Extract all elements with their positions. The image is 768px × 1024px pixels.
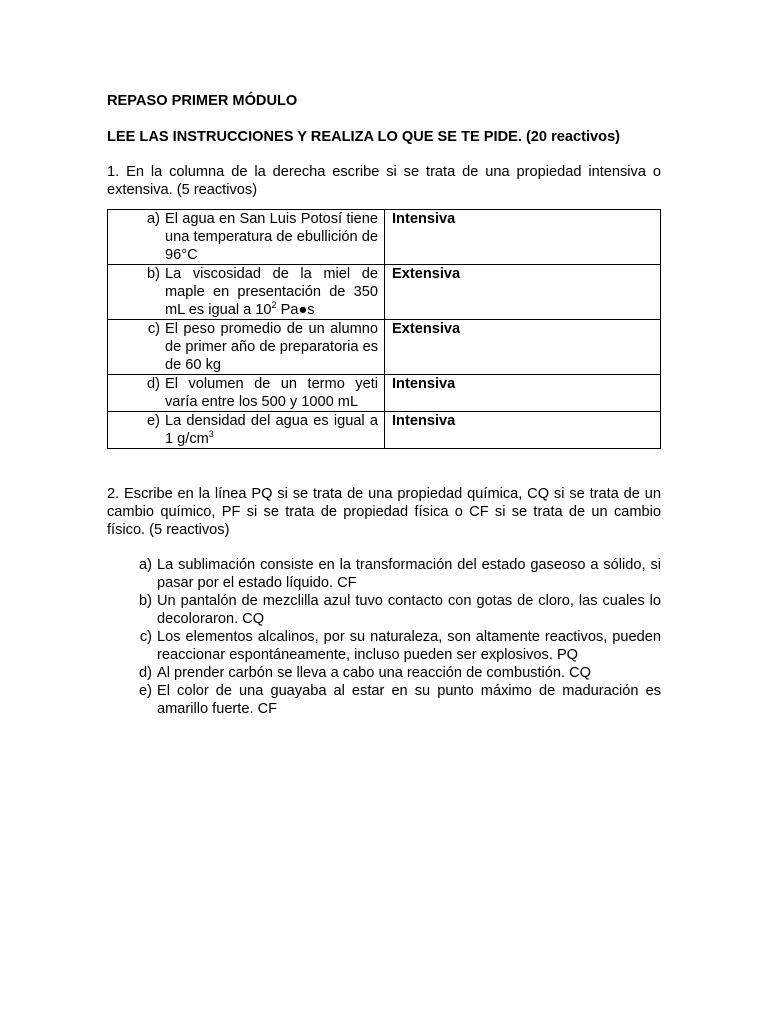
- table-item-cell: [108, 320, 385, 375]
- table-row: [108, 265, 661, 320]
- table-item-cell: [108, 412, 385, 449]
- item-text: [165, 265, 378, 319]
- list-item: [107, 628, 661, 664]
- table-row: [108, 375, 661, 412]
- table-row: [108, 210, 661, 265]
- table-row: [108, 320, 661, 375]
- superscript: 2: [271, 300, 277, 311]
- table-item-cell: [108, 375, 385, 412]
- answer-cell: Intensiva: [385, 412, 661, 449]
- item-text: [165, 412, 378, 448]
- item-text: El agua en San Luis Potosí tiene una temperatura de ebullición de 96°C: [165, 211, 378, 263]
- document-page: [107, 91, 661, 718]
- item-text-main: La densidad del agua es igual a 1 g/cm: [165, 413, 378, 447]
- list-item-letter: a): [139, 557, 152, 573]
- list-item-text: Un pantalón de mezclilla azul tuvo contacto con gotas de cloro, las cuales lo decoloraron. CQ: [157, 593, 661, 627]
- instructions-heading: LEE LAS INSTRUCCIONES Y REALIZA LO QUE SE TE PIDE. (20 reactivos): [107, 129, 621, 145]
- table-row: [108, 412, 661, 449]
- superscript: 3: [208, 429, 214, 440]
- item-letter: c): [147, 321, 160, 337]
- answer-cell: Extensiva: [385, 265, 661, 320]
- list-item-letter: e): [139, 683, 152, 699]
- list-item-text: El color de una guayaba al estar en su punto máximo de maduración es amarillo fuerte. CF: [157, 683, 661, 717]
- answer-cell: Extensiva: [385, 320, 661, 375]
- list-item: [107, 592, 661, 628]
- properties-table: [107, 209, 661, 449]
- list-item-letter: d): [139, 665, 152, 681]
- list-item: [107, 682, 661, 718]
- document-title: REPASO PRIMER MÓDULO: [107, 93, 298, 109]
- question-2-list: [107, 556, 661, 718]
- question-1-text: 1. En la columna de la derecha escribe si se trata de una propiedad intensiva o extensiva. (5 reactivos): [107, 164, 661, 198]
- list-item: [107, 664, 661, 682]
- answer-cell: Intensiva: [385, 210, 661, 265]
- table-item-cell: [108, 210, 385, 265]
- list-item-letter: c): [139, 629, 152, 645]
- item-letter: d): [147, 376, 160, 392]
- item-text-unit: Pa●s: [276, 302, 315, 318]
- item-text: El peso promedio de un alumno de primer año de preparatoria es de 60 kg: [165, 321, 378, 373]
- list-item: [107, 556, 661, 592]
- list-item-text: La sublimación consiste en la transformación del estado gaseoso a sólido, si pasar por el estado líquido. CF: [157, 557, 661, 591]
- list-item-text: Al prender carbón se lleva a cabo una reacción de combustión. CQ: [157, 665, 592, 681]
- item-text-main: La viscosidad de la miel de maple en presentación de 350 mL es igual a 10: [165, 266, 378, 318]
- item-letter: e): [147, 413, 160, 429]
- item-letter: b): [147, 266, 160, 282]
- table-item-cell: [108, 265, 385, 320]
- list-item-letter: b): [139, 593, 152, 609]
- question-2-text: 2. Escribe en la línea PQ si se trata de una propiedad química, CQ si se trata de un cambio químico, PF si se trata de propiedad física o CF si se trata de un cambio físico. (5 reactivos): [107, 486, 661, 538]
- answer-cell: Intensiva: [385, 375, 661, 412]
- item-letter: a): [147, 211, 160, 227]
- item-text: El volumen de un termo yeti varía entre los 500 y 1000 mL: [165, 376, 378, 410]
- list-item-text: Los elementos alcalinos, por su naturaleza, son altamente reactivos, pueden reaccionar espontáneamente, incluso pueden ser explosivos. PQ: [157, 629, 661, 663]
